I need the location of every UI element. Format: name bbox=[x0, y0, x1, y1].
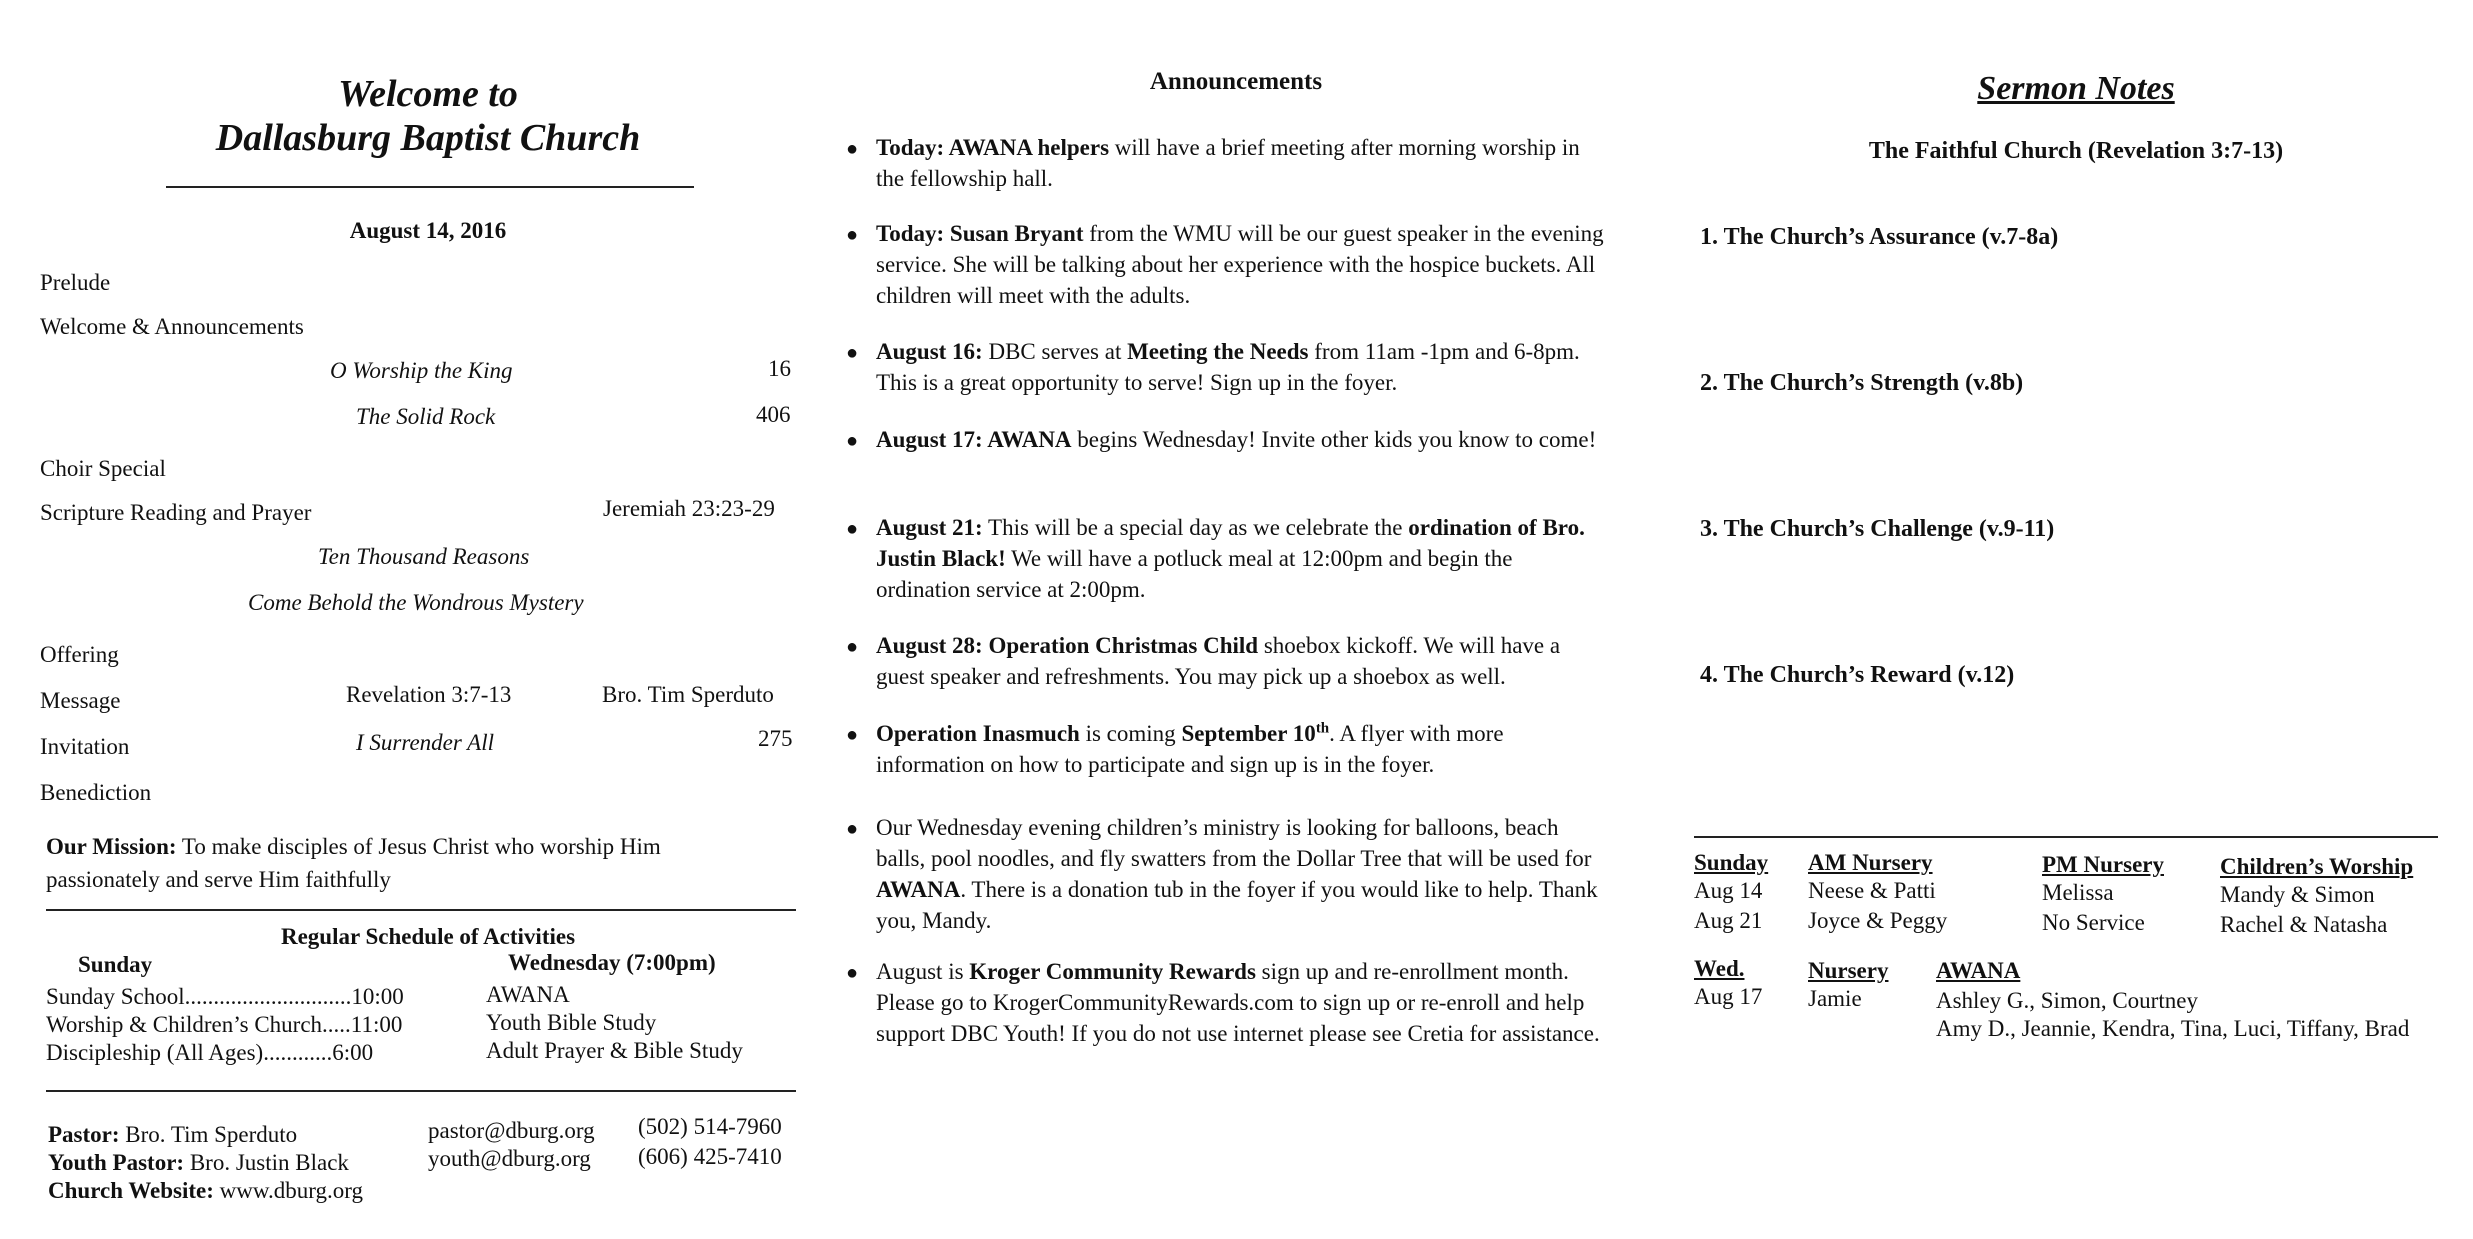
youth-pastor-name: Bro. Justin Black bbox=[189, 1150, 349, 1175]
schedule-divider bbox=[46, 1090, 796, 1092]
bullet-icon: ● bbox=[846, 138, 859, 160]
invitation-number: 275 bbox=[758, 726, 793, 751]
nursery-date: Aug 14 bbox=[1694, 878, 1763, 903]
message-speaker: Bro. Tim Sperduto bbox=[602, 682, 774, 707]
order-welcome: Welcome & Announcements bbox=[40, 314, 304, 339]
childrens-worship-head: Children’s Worship bbox=[2220, 854, 2414, 879]
nursery-sunday-head: Sunday bbox=[1694, 850, 1769, 875]
sermon-point: 1. The Church’s Assurance (v.7-8a) bbox=[1700, 224, 2059, 250]
youth-pastor-email[interactable]: youth@dburg.org bbox=[428, 1146, 591, 1171]
pastor-phone: (502) 514-7960 bbox=[638, 1114, 782, 1139]
mission-label: Our Mission: bbox=[46, 834, 177, 859]
order-choir: Choir Special bbox=[40, 456, 166, 481]
nursery-date: Aug 21 bbox=[1694, 908, 1763, 933]
nursery-divider bbox=[1694, 836, 2438, 838]
scripture-reference: Jeremiah 23:23-29 bbox=[603, 496, 775, 521]
nursery-wed-date: Aug 17 bbox=[1694, 984, 1763, 1009]
pastor-label: Pastor: bbox=[48, 1122, 120, 1147]
hymn-title: The Solid Rock bbox=[356, 404, 496, 429]
nursery-pm-head: PM Nursery bbox=[2042, 852, 2164, 877]
nursery-pm: No Service bbox=[2042, 910, 2145, 935]
schedule-wednesday-row: AWANA bbox=[486, 982, 570, 1007]
sermon-point: 2. The Church’s Strength (v.8b) bbox=[1700, 370, 2024, 396]
bullet-icon: ● bbox=[846, 430, 859, 452]
hymn-number: 16 bbox=[768, 356, 791, 381]
schedule-wednesday-row: Youth Bible Study bbox=[486, 1010, 657, 1035]
announcement-text: August 28: Operation Christmas Child shoebox kickoff. We will have a guest speaker and refreshments. You may pick up a shoebox as well. bbox=[876, 633, 1561, 689]
schedule-wednesday-row: Adult Prayer & Bible Study bbox=[486, 1038, 743, 1063]
title-divider bbox=[166, 186, 694, 188]
nursery-am: Joyce & Peggy bbox=[1808, 908, 1948, 933]
order-message: Message bbox=[40, 688, 121, 713]
announcements-column bbox=[846, 0, 1626, 1239]
mission-statement bbox=[46, 830, 766, 896]
welcome-title-line2: Dallasburg Baptist Church bbox=[215, 117, 641, 159]
mission-divider bbox=[46, 909, 796, 911]
nursery-am-head: AM Nursery bbox=[1808, 850, 1933, 875]
schedule-sunday-row: Sunday School.............................10:00 bbox=[46, 984, 404, 1009]
announcement-text: Today: Susan Bryant from the WMU will be our guest speaker in the evening service. She will be talking about her experience with the hospice buckets. All children will meet with the adults. bbox=[876, 221, 1604, 308]
nursery-am: Neese & Patti bbox=[1808, 878, 1936, 903]
youth-pastor-label: Youth Pastor: bbox=[48, 1150, 185, 1175]
schedule-title: Regular Schedule of Activities bbox=[280, 924, 576, 949]
order-invitation: Invitation bbox=[40, 734, 130, 759]
nursery-wed-head: Wed. bbox=[1694, 956, 1745, 981]
hymn-number: 406 bbox=[756, 402, 791, 427]
order-scripture: Scripture Reading and Prayer bbox=[40, 500, 312, 525]
nursery-pm: Melissa bbox=[2042, 880, 2114, 905]
sermon-notes-column bbox=[1686, 0, 2446, 1239]
pastor-email[interactable]: pastor@dburg.org bbox=[428, 1118, 595, 1143]
announcement-text: August 21: This will be a special day as we celebrate the ordination of Bro. Justin Black! We will have a potluck meal at 12:00pm and begin the ordination service at 2:00pm. bbox=[876, 515, 1585, 602]
announcement-text: Today: AWANA helpers will have a brief meeting after morning worship in the fellowship hall. bbox=[876, 135, 1580, 191]
announcement-text: Our Wednesday evening children’s ministry is looking for balloons, beach balls, pool noodles, and fly swatters from the Dollar Tree that will be used for AWANA. There is a donation tub in the foyer if you would like to help. Thank you, Mandy. bbox=[876, 815, 1598, 933]
nursery-wed-nursery: Jamie bbox=[1808, 986, 1862, 1011]
song-title: Come Behold the Wondrous Mystery bbox=[248, 590, 584, 615]
youth-pastor-phone: (606) 425-7410 bbox=[638, 1144, 782, 1169]
hymn-title: O Worship the King bbox=[330, 358, 513, 383]
schedule-sunday-row: Discipleship (All Ages)............6:00 bbox=[46, 1040, 374, 1065]
bullet-icon: ● bbox=[846, 818, 859, 840]
pastor-name: Bro. Tim Sperduto bbox=[125, 1122, 298, 1147]
sermon-point: 3. The Church’s Challenge (v.9-11) bbox=[1700, 516, 2055, 542]
childrens-worship: Rachel & Natasha bbox=[2220, 912, 2388, 937]
awana-volunteers-line2: Amy D., Jeannie, Kendra, Tina, Luci, Tiffany, Brad bbox=[1936, 1016, 2410, 1041]
bullet-icon: ● bbox=[846, 518, 859, 540]
website-url[interactable]: www.dburg.org bbox=[219, 1178, 363, 1203]
sermon-subtitle: The Faithful Church (Revelation 3:7-13) bbox=[1868, 138, 2284, 164]
announcement-text: August is Kroger Community Rewards sign up and re-enrollment month. Please go to KrogerCommunityRewards.com to sign up or re-enroll and help support DBC Youth! If you do not use internet please see Cretia for assistance. bbox=[876, 959, 1600, 1046]
nursery-wed-nursery-head: Nursery bbox=[1808, 958, 1889, 983]
bullet-icon: ● bbox=[846, 636, 859, 658]
service-date: August 14, 2016 bbox=[349, 218, 507, 243]
announcement-text: Operation Inasmuch is coming September 10th. A flyer with more information on how to participate and sign up is in the foyer. bbox=[876, 720, 1504, 777]
welcome-title-line1: Welcome to bbox=[338, 73, 518, 115]
bullet-icon: ● bbox=[846, 962, 859, 984]
song-title: Ten Thousand Reasons bbox=[318, 544, 530, 569]
announcement-text: August 16: DBC serves at Meeting the Needs from 11am -1pm and 6-8pm. This is a great opportunity to serve! Sign up in the foyer. bbox=[876, 339, 1580, 395]
awana-volunteers-line1: Ashley G., Simon, Courtney bbox=[1936, 988, 2198, 1013]
childrens-worship: Mandy & Simon bbox=[2220, 882, 2375, 907]
pastor-contact bbox=[48, 1122, 297, 1148]
order-offering: Offering bbox=[40, 642, 119, 667]
order-prelude: Prelude bbox=[40, 270, 111, 295]
order-benediction: Benediction bbox=[40, 780, 152, 805]
schedule-wednesday-head: Wednesday (7:00pm) bbox=[508, 950, 716, 975]
bullet-icon: ● bbox=[846, 724, 859, 746]
church-website bbox=[48, 1178, 363, 1204]
sermon-notes-title: Sermon Notes bbox=[1977, 70, 2175, 107]
website-label: Church Website: bbox=[48, 1178, 214, 1203]
sermon-point: 4. The Church’s Reward (v.12) bbox=[1700, 662, 2015, 688]
youth-pastor-contact bbox=[48, 1150, 349, 1176]
invitation-song: I Surrender All bbox=[356, 730, 494, 755]
bullet-icon: ● bbox=[846, 224, 859, 246]
bullet-icon: ● bbox=[846, 342, 859, 364]
announcement-text: August 17: AWANA begins Wednesday! Invite other kids you know to come! bbox=[876, 427, 1597, 452]
schedule-sunday-row: Worship & Children’s Church.....11:00 bbox=[46, 1012, 403, 1037]
order-of-service-column bbox=[38, 0, 798, 1239]
schedule-sunday-head: Sunday bbox=[78, 952, 153, 977]
nursery-awana-head: AWANA bbox=[1936, 958, 2021, 983]
mission-text: To make disciples of Jesus Christ who worship Him passionately and serve Him faithfully bbox=[46, 834, 661, 892]
announcements-title: Announcements bbox=[1149, 68, 1323, 95]
message-reference: Revelation 3:7-13 bbox=[346, 682, 512, 707]
